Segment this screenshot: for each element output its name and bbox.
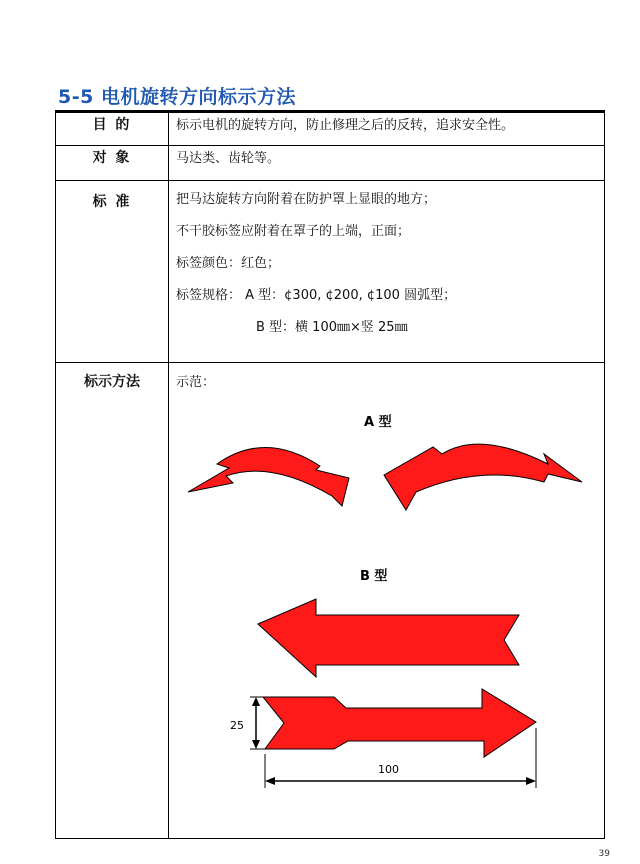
straight-arrow-left (258, 599, 519, 677)
standard-line-5: B 型：横 100㎜×竖 25㎜ (256, 320, 408, 335)
purpose-value: 标示电机的旋转方向，防止修理之后的反转，追求安全性。 (169, 113, 605, 146)
arrow-figure (166, 400, 604, 820)
dim-height-label: 25 (230, 719, 244, 732)
purpose-label: 目 的 (56, 113, 169, 146)
standard-label: 标 准 (56, 181, 169, 363)
type-a-label: A 型 (364, 415, 392, 430)
object-value: 马达类、齿轮等。 (169, 146, 605, 181)
standard-line-2: 不干胶标签应附着在罩子的上端，正面； (176, 224, 411, 239)
arc-arrow-left (188, 447, 349, 506)
method-label: 标示方法 (56, 363, 169, 839)
standard-value (169, 181, 605, 363)
standard-line-1: 把马达旋转方向附着在防护罩上显眼的地方； (176, 192, 437, 207)
page-title: 5-5 电机旋转方向标示方法 (58, 86, 296, 108)
arc-arrow-right (384, 444, 582, 510)
demo-label: 示范： (176, 375, 216, 390)
table-row-object (56, 146, 605, 181)
object-label: 对 象 (56, 146, 169, 181)
straight-arrow-right (263, 689, 536, 757)
dim-width-label: 100 (378, 763, 399, 776)
standard-line-3: 标签颜色：红色； (176, 256, 281, 271)
height-dimension (230, 697, 269, 749)
standard-line-4: 标签规格： A 型：¢300, ¢200, ¢100 圆弧型； (176, 288, 457, 303)
type-b-label: B 型 (360, 569, 388, 584)
table-row-purpose (56, 113, 605, 146)
page-number: 39 (598, 849, 610, 859)
table-row-standard (56, 181, 605, 363)
